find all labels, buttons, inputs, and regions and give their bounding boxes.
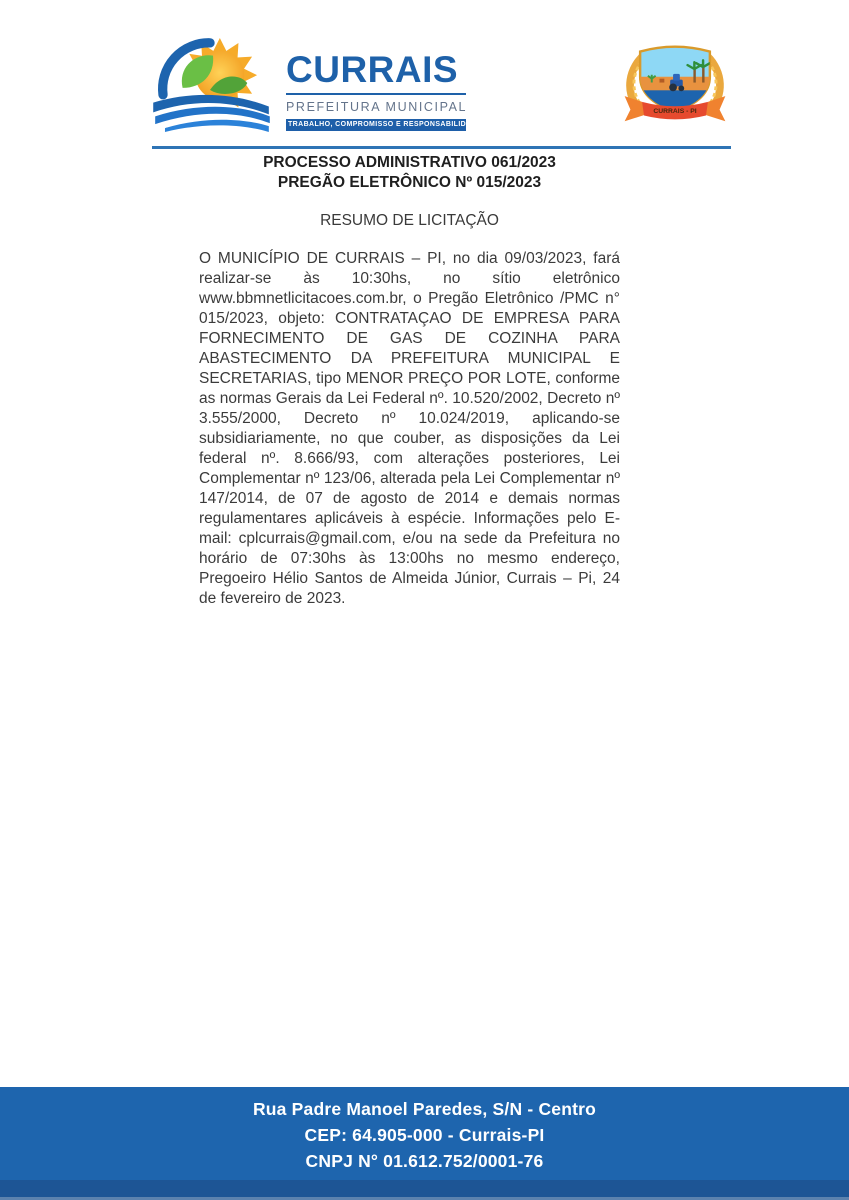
footer-cnpj: CNPJ N° 01.612.752/0001-76 (305, 1151, 544, 1171)
municipal-logo (150, 36, 483, 132)
sun-leaf-field-icon (150, 36, 274, 132)
brand-tagline: TRABALHO, COMPROMISSO E RESPONSABILIDADE (286, 119, 466, 131)
footer-cep: CEP: 64.905-000 - Currais-PI (304, 1125, 545, 1145)
brand-subtitle: PREFEITURA MUNICIPAL (286, 100, 468, 115)
document-subtitle: RESUMO DE LICITAÇÃO (320, 212, 499, 229)
footer-text-block (0, 1087, 849, 1174)
document-title (199, 153, 620, 193)
summary-paragraph: O MUNICÍPIO DE CURRAIS – PI, no dia 09/03/2023, fará realizar-se às 10:30hs, no sítio eletrônico www.bbmnetlicitacoes.com.br, o Pregão Eletrônico /PMC n° 015/2023, objeto: CONTRATAÇAO DE EMPRESA PARA FORNECIMENTO DE GAS DE COZINHA PARA ABASTECIMENTO DA PREFEITURA MUNICIPAL E SECRETARIAS, tipo MENOR PREÇO POR LOTE, conforme as normas Gerais da Lei Federal nº. 10.520/2002, Decreto nº 3.555/2000, Decreto nº 10.024/2019, aplicando-se subsidiariamente, no que couber, as disposições da Lei federal nº. 8.666/93, com alterações posteriores, Lei Complementar nº 123/06, alterada pela Lei Complementar nº 147/2014, de 07 de agosto de 2014 e demais normas regulamentares aplicáveis à espécie. Informações pelo E-mail: cplcurrais@gmail.com, e/ou na sede da Prefeitura no horário de 07:30hs às 13:00hs no mesmo endereço, Pregoeiro Hélio Santos de Almeida Júnior, Currais – Pi, 24 de fevereiro de 2023. (199, 250, 620, 607)
coat-of-arms (616, 38, 734, 130)
brand-divider (286, 93, 466, 95)
logo-text-block (286, 37, 483, 130)
footer-address: Rua Padre Manoel Paredes, S/N - Centro (252, 1099, 597, 1119)
process-title-line: PROCESSO ADMINISTRATIVO 061/2023 (263, 154, 556, 171)
brand-name: CURRAIS (286, 49, 459, 91)
crest-ribbon-label: CURRAIS - PI (653, 108, 697, 116)
header-divider-rule (152, 146, 731, 149)
auction-title-line: PREGÃO ELETRÔNICO Nº 015/2023 (277, 174, 542, 191)
footer-band (0, 1087, 849, 1200)
